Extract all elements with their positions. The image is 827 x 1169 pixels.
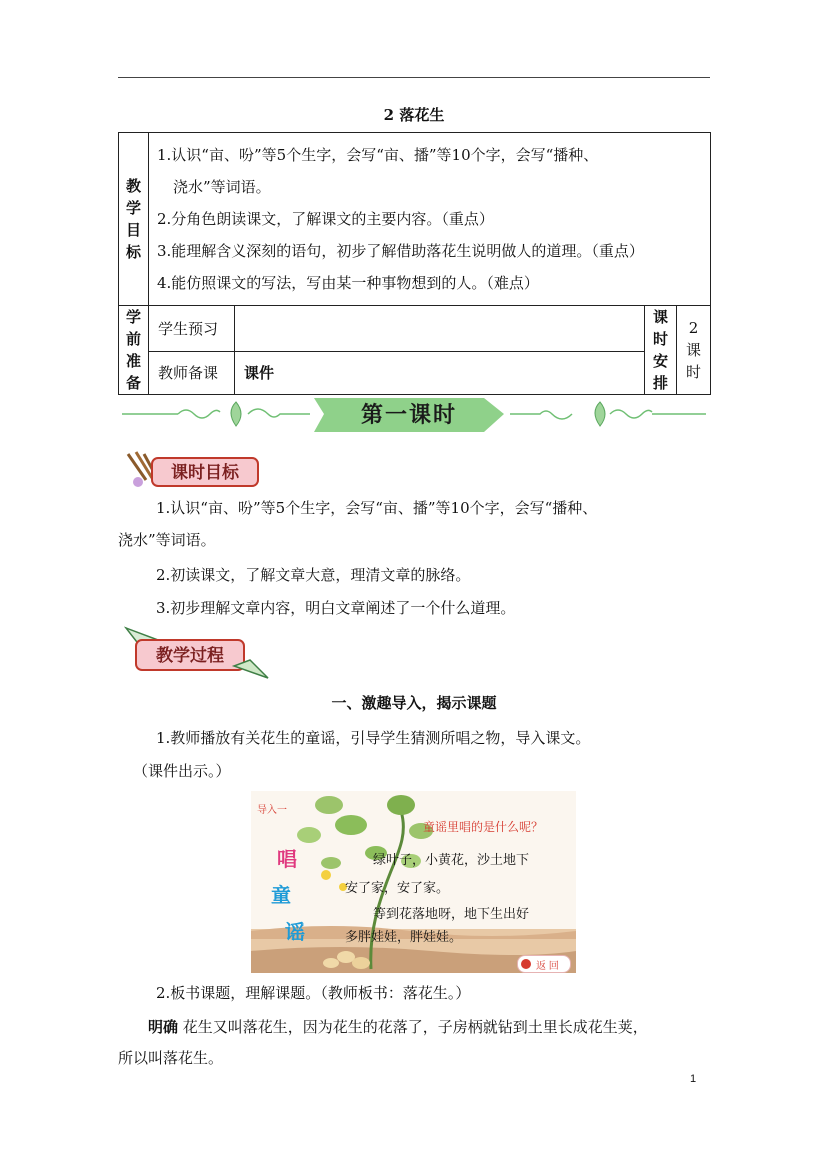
objectives-header-text: 教学目标 bbox=[125, 177, 141, 261]
teacher-prep-row bbox=[119, 351, 711, 394]
banner-title: 第一课时 bbox=[360, 402, 458, 428]
process-badge bbox=[124, 626, 270, 680]
section1-heading: 一、激趣导入，揭示课题 bbox=[331, 694, 497, 712]
objective-2: 2.分角色朗读课文，了解课文的主要内容。（重点） bbox=[157, 210, 494, 228]
teacher-prep-label: 教师备课 bbox=[149, 351, 235, 394]
schedule-header-text: 课时安排 bbox=[652, 308, 668, 392]
header-rule bbox=[118, 77, 710, 78]
back-button-label: 返 回 bbox=[536, 961, 559, 972]
vine-swirl-right bbox=[510, 411, 572, 419]
clarify-line-2: 所以叫落花生。 bbox=[118, 1049, 224, 1067]
objectives-row bbox=[119, 133, 711, 306]
page-number: 1 bbox=[690, 1073, 697, 1085]
goal-line-1: 1.认识“亩、吩”等5个生字，会写“亩、播”等10个字，会写“播种、 bbox=[156, 499, 598, 517]
goal-line-3: 3.初步理解文章内容，明白文章阐述了一个什么道理。 bbox=[156, 599, 516, 617]
step2: 2.板书课题，理解课题。（教师板书：落花生。） bbox=[156, 984, 471, 1002]
record-icon bbox=[521, 959, 531, 969]
slide-rhyme-4: 多胖娃娃，胖娃娃。 bbox=[345, 930, 463, 945]
slide-question: 童谣里唱的是什么呢？ bbox=[423, 820, 544, 834]
slide-rhyme-3: 等到花落地呀，地下生出好 bbox=[373, 907, 530, 922]
slide-vertical-char-2: 童 bbox=[271, 883, 291, 907]
prep-header-text: 学前准备 bbox=[125, 308, 141, 392]
clarify-text-1: 花生又叫落花生，因为花生的花落了，子房柄就钻到土里长成花生荚， bbox=[182, 1018, 648, 1036]
objectives-cell bbox=[149, 133, 711, 306]
back-button[interactable] bbox=[517, 955, 571, 973]
vine-curl-right bbox=[610, 410, 652, 418]
leaf-icon-left bbox=[231, 402, 241, 426]
schedule-value: 2课时 bbox=[685, 319, 701, 381]
slide-tag: 导入一 bbox=[257, 805, 287, 816]
goal-line-1-cont: 浇水”等词语。 bbox=[118, 531, 216, 549]
student-prep-value bbox=[235, 306, 645, 352]
objective-3: 3.能理解含义深刻的语句，初步了解借助落花生说明做人的道理。（重点） bbox=[157, 242, 644, 260]
objectives-header bbox=[119, 133, 149, 306]
slide-vertical-char-1: 唱 bbox=[277, 847, 297, 871]
clarify-line-1 bbox=[118, 1017, 710, 1037]
courseware-slide bbox=[251, 791, 576, 973]
objective-1a: 1.认识“亩、吩”等5个生字，会写“亩、播”等10个字，会写“播种、 bbox=[157, 146, 599, 164]
process-badge-label: 教学过程 bbox=[156, 646, 224, 666]
step1: 1.教师播放有关花生的童谣，引导学生猜测所唱之物，导入课文。 bbox=[156, 729, 591, 747]
schedule-value-cell bbox=[677, 306, 711, 395]
schedule-header bbox=[645, 306, 677, 395]
goals-badge bbox=[122, 450, 262, 490]
lesson-title: 2 落花生 bbox=[383, 106, 445, 124]
vine-curl-left bbox=[178, 410, 220, 418]
slide-rhyme-2: 安了家，安了家。 bbox=[345, 881, 450, 896]
step1-note: （课件出示。） bbox=[133, 762, 231, 780]
goal-line-2: 2.初读课文，了解文章大意，理清文章的脉络。 bbox=[156, 566, 471, 584]
objective-4: 4.能仿照课文的写法，写由某一种事物想到的人。（难点） bbox=[157, 274, 539, 292]
prep-header bbox=[119, 306, 149, 395]
student-prep-label: 学生预习 bbox=[149, 306, 235, 352]
lesson-plan-table bbox=[118, 132, 711, 395]
leaf-icon-right bbox=[595, 402, 605, 426]
clarify-label: 明确 bbox=[148, 1018, 179, 1036]
slide-vertical-char-3: 谣 bbox=[285, 920, 305, 944]
student-prep-row bbox=[119, 306, 711, 352]
vine-swirl-left bbox=[248, 409, 310, 417]
objective-1b: 浇水”等词语。 bbox=[173, 178, 271, 196]
lesson-banner bbox=[118, 392, 710, 440]
goals-badge-label: 课时目标 bbox=[171, 463, 239, 483]
teacher-prep-value: 课件 bbox=[235, 351, 645, 394]
slide-rhyme-1: 绿叶子，小黄花，沙土地下 bbox=[373, 853, 530, 868]
